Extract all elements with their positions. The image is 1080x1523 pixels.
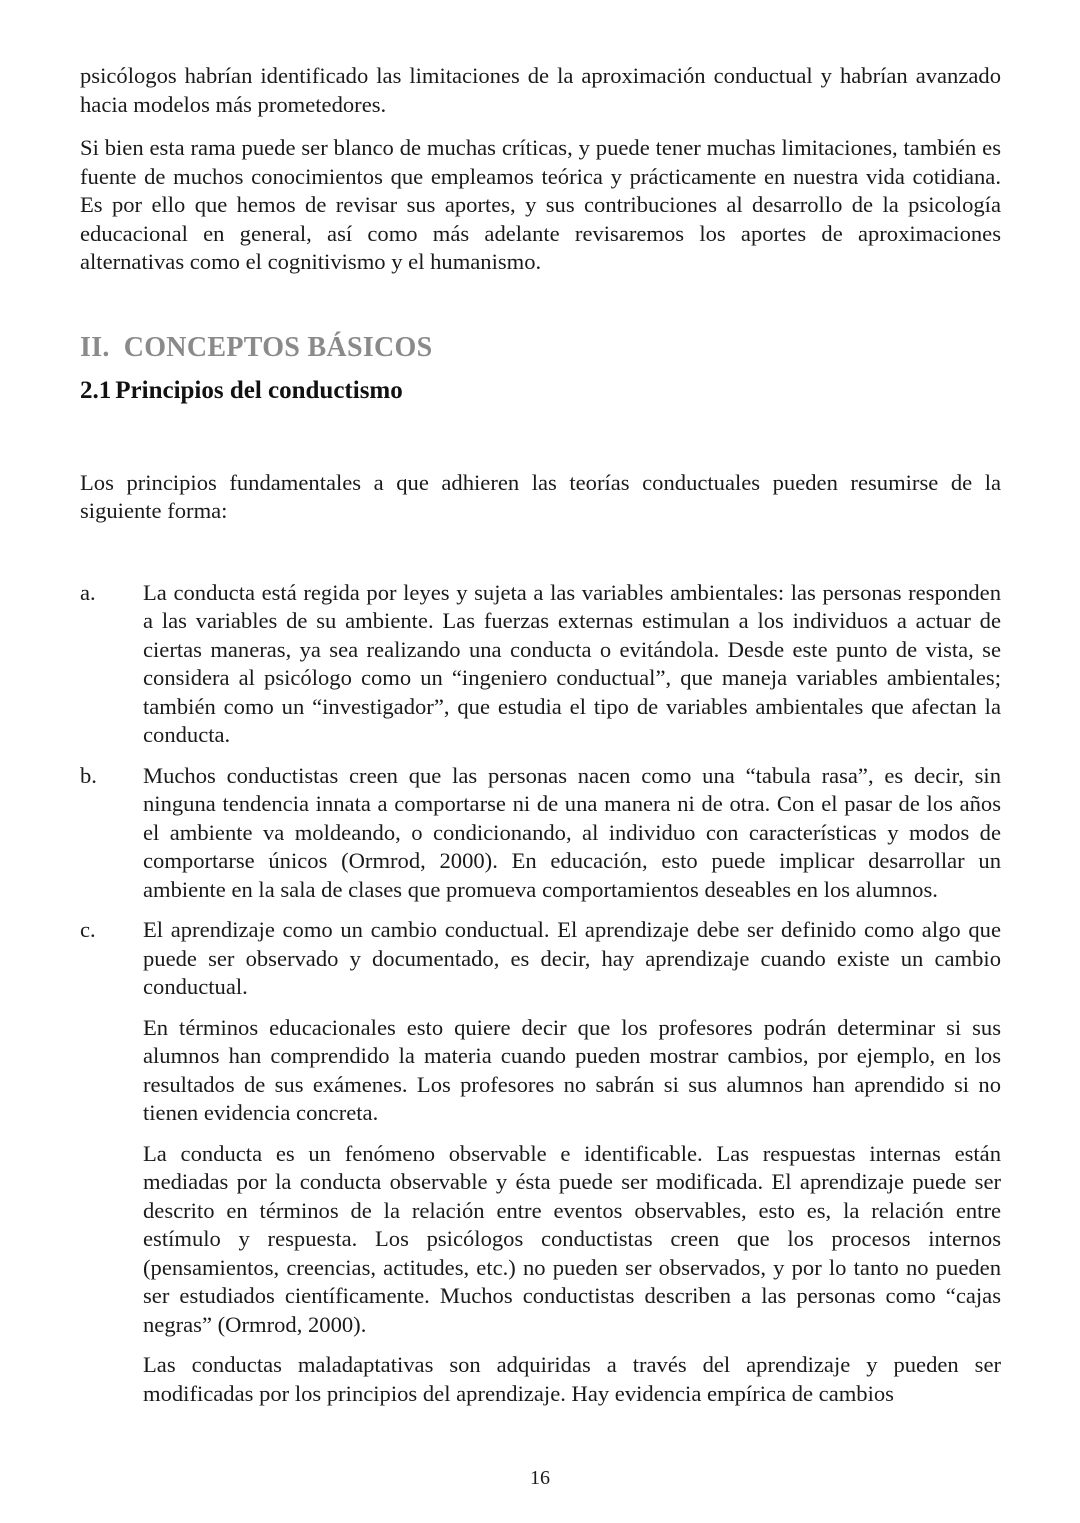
subsection-heading (80, 375, 1001, 407)
principles-list (80, 579, 1001, 1409)
subsection-title: Principios del conductismo (115, 376, 403, 404)
page-number: 16 (530, 1467, 550, 1489)
body-paragraph: Si bien esta rama puede ser blanco de muchas críticas, y puede tener muchas limitaciones, también es fuente de muchos conocimientos que empleamos teórica y prácticamente en nuestra vida cotidiana. Es por ello que hemos de revisar sus aportes, y sus contribuciones al desarrollo de la psicología educacional en general, así como más adelante revisaremos los aportes de aproximaciones alternativas como el cognitivismo y el humanismo. (80, 135, 1001, 274)
subsection-number: 2.1 (80, 376, 112, 404)
intro-paragraph: Los principios fundamentales a que adhieren las teorías conductuales pueden resumirse de la siguiente forma: (80, 469, 1001, 523)
list-item (80, 579, 1001, 750)
section-heading (80, 331, 1001, 365)
list-marker: b. (80, 762, 97, 788)
body-paragraph: psicólogos habrían identificado las limitaciones de la aproximación conductual y habrían avanzado hacia modelos más prometedores. (80, 63, 1001, 117)
list-item (80, 916, 1001, 1408)
section-number: II. (80, 331, 110, 363)
list-marker: a. (80, 579, 96, 605)
list-marker: c. (80, 917, 96, 942)
section-title: CONCEPTOS BÁSICOS (123, 331, 433, 363)
list-item-text: Las conductas maladaptativas son adquiridas a través del aprendizaje y pueden ser modificadas por los principios del aprendizaje. Hay evidencia empírica de cambios (143, 1352, 1001, 1406)
list-item-text: La conducta es un fenómeno observable e identificable. Las respuestas internas están mediadas por la conducta observable y ésta puede ser modificada. El aprendizaje puede ser descrito en términos de la relación entre eventos observables, esto es, la relación entre estímulo y respuesta. Los psicólogos conductistas creen que los procesos internos (pensamientos, creencias, actitudes, etc.) no pueden ser observados, y por lo tanto no pueden ser estudiados científicamente. Muchos conductistas describen a las personas como “cajas negras” (Ormrod, 2000). (143, 1140, 1001, 1337)
list-item-text: La conducta está regida por leyes y sujeta a las variables ambientales: las personas responden a las variables de su ambiente. Las fuerzas externas estimulan a los individuos a actuar de ciertas maneras, ya sea realizando una conducta o evitándola. Desde este punto de vista, se considera al psicólogo como un “ingeniero conductual”, que maneja variables ambientales; también como un “investigador”, que estudia el tipo de variables ambientales que afectan la conducta. (143, 579, 1001, 747)
list-item-text: En términos educacionales esto quiere decir que los profesores podrán determinar si sus alumnos han comprendido la materia cuando pueden mostrar cambios, por ejemplo, en los resultados de sus exámenes. Los profesores no sabrán si sus alumnos han aprendido si no tienen evidencia concreta. (143, 1014, 1001, 1125)
list-item (80, 762, 1001, 905)
document-page (80, 62, 1001, 1420)
list-item-text: El aprendizaje como un cambio conductual. El aprendizaje debe ser definido como algo que puede ser observado y documentado, es decir, hay aprendizaje cuando existe un cambio conductual. (143, 917, 1001, 999)
list-item-text: Muchos conductistas creen que las personas nacen como una “tabula rasa”, es decir, sin ninguna tendencia innata a comportarse ni de una manera ni de otra. Con el pasar de los años el ambiente va moldeando, o condicionando, al individuo con características y modos de comportarse únicos (Ormrod, 2000). En educación, esto puede implicar desarrollar un ambiente en la sala de clases que promueva comportamientos deseables en los alumnos. (143, 762, 1001, 902)
